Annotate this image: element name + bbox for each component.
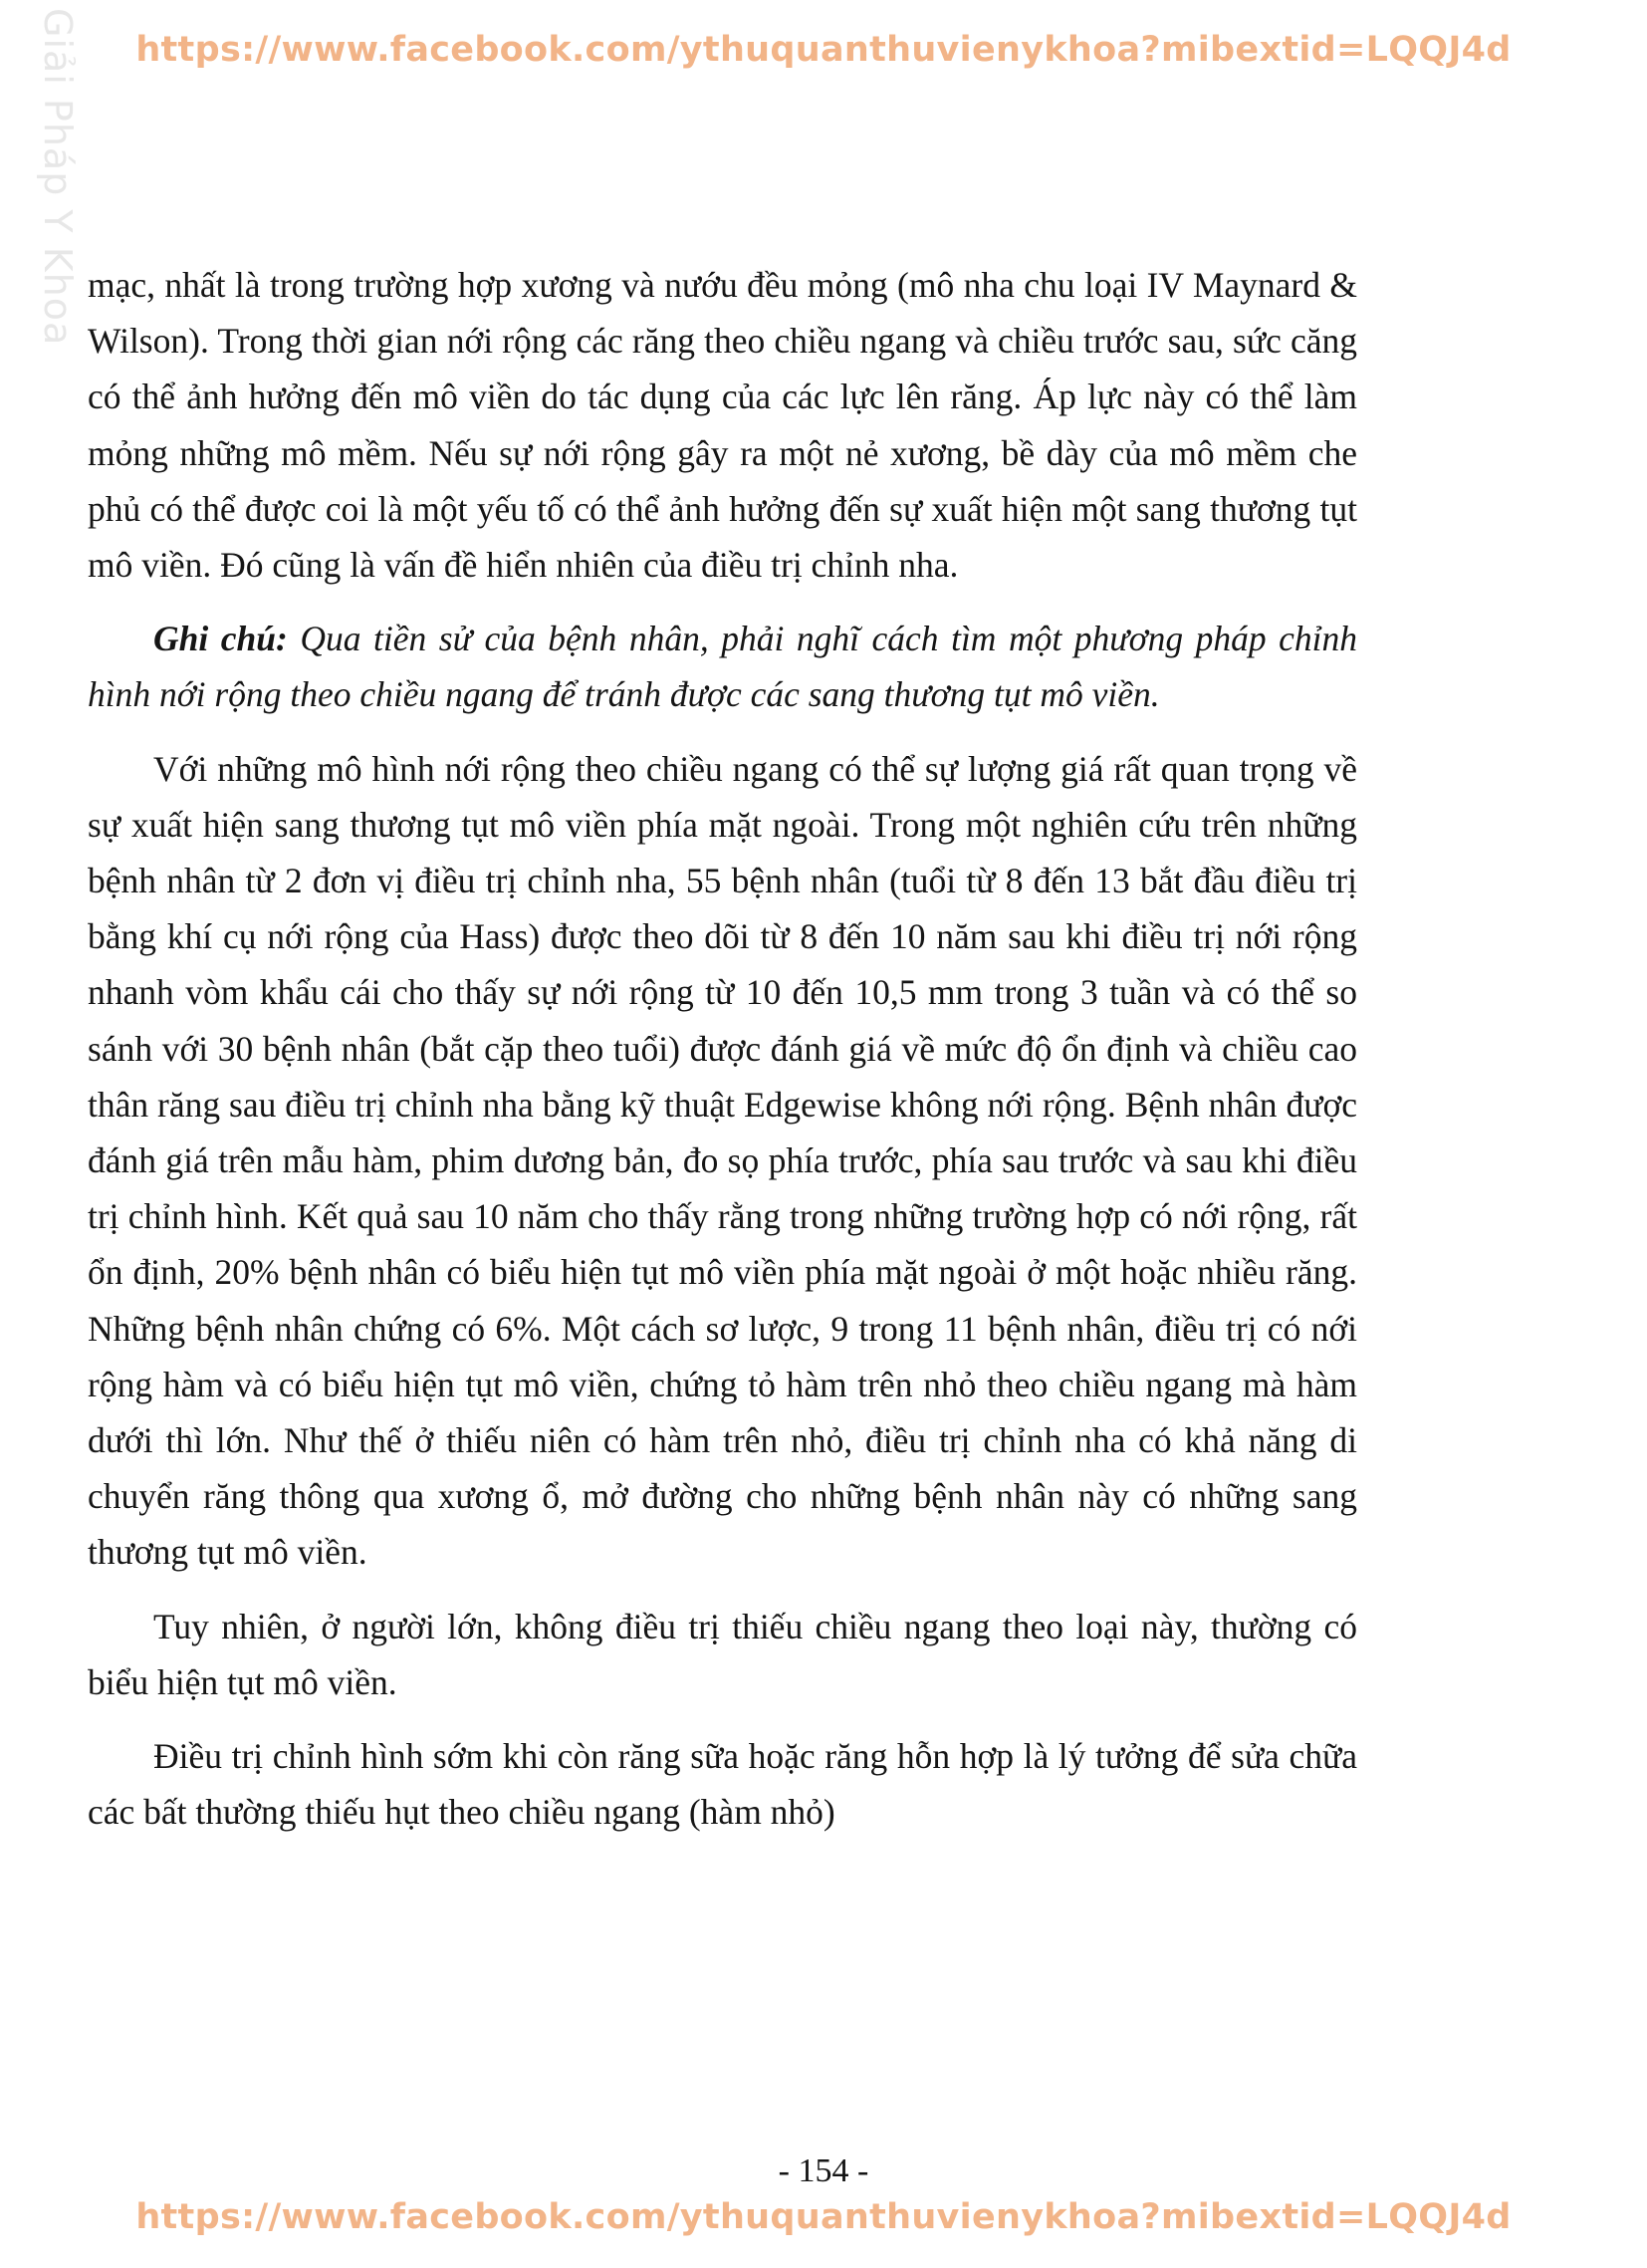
paragraph-3: Tuy nhiên, ở người lớn, không điều trị thiếu chiều ngang theo loại này, thường có biểu hiện tụt mô viền. [88, 1606, 1357, 1702]
page-number: - 154 - [778, 2152, 869, 2189]
side-watermark [32, 8, 80, 347]
watermark-url-bottom: https://www.facebook.com/ythuquanthuvienykhoa?mibextid=LQQJ4d [135, 2197, 1512, 2237]
note-label: Ghi chú: [153, 619, 288, 659]
paragraph-1: mạc, nhất là trong trường hợp xương và nướu đều mỏng (mô nha chu loại IV Maynard & Wilson). Trong thời gian nới rộng các răng theo chiều ngang và chiều trước sau, sức căng có thể ảnh hưởng đến mô viền do tác dụng của các lực lên răng. Áp lực này có thể làm mỏng những mô mềm. Nếu sự nới rộng gây ra một nẻ xương, bề dày của mô mềm che phủ có thể được coi là một yếu tố có thể ảnh hưởng đến sự xuất hiện một sang thương tụt mô viền. Đó cũng là vấn đề hiển nhiên của điều trị chỉnh nha. [88, 265, 1357, 586]
page-body [88, 257, 1357, 1840]
note-text: Qua tiền sử của bệnh nhân, phải nghĩ cách tìm một phương pháp chỉnh hình nới rộng theo chiều ngang để tránh được các sang thương tụt mô viền. [88, 619, 1357, 715]
watermark-url-top: https://www.facebook.com/ythuquanthuvienykhoa?mibextid=LQQJ4d [135, 30, 1512, 70]
paragraph-2: Với những mô hình nới rộng theo chiều ngang có thể sự lượng giá rất quan trọng về sự xuất hiện sang thương tụt mô viền phía mặt ngoài. Trong một nghiên cứu trên những bệnh nhân từ 2 đơn vị điều trị chỉnh nha, 55 bệnh nhân (tuổi từ 8 đến 13 bắt đầu điều trị bằng khí cụ nới rộng của Hass) được theo dõi từ 8 đến 10 năm sau khi điều trị nới rộng nhanh vòm khẩu cái cho thấy sự nới rộng từ 10 đến 10,5 mm trong 3 tuần và có thể so sánh với 30 bệnh nhân (bắt cặp theo tuổi) được đánh giá về mức độ ổn định và chiều cao thân răng sau điều trị chỉnh nha bằng kỹ thuật Edgewise không nới rộng. Bệnh nhân được đánh giá trên mẫu hàm, phim dương bản, đo sọ phía trước, phía sau trước và sau khi điều trị chỉnh hình. Kết quả sau 10 năm cho thấy rằng trong những trường hợp có nới rộng, rất ổn định, 20% bệnh nhân có biểu hiện tụt mô viền phía mặt ngoài ở một hoặc nhiều răng. Những bệnh nhân chứng có 6%. Một cách sơ lược, 9 trong 11 bệnh nhân, điều trị có nới rộng hàm và có biểu hiện tụt mô viền, chứng tỏ hàm trên nhỏ theo chiều ngang mà hàm dưới thì lớn. Như thế ở thiếu niên có hàm trên nhỏ, điều trị chỉnh nha có khả năng di chuyển răng thông qua xương ổ, mở đường cho những bệnh nhân này có những sang thương tụt mô viền. [88, 748, 1357, 1573]
note-paragraph [88, 611, 1357, 722]
paragraph-4: Điều trị chỉnh hình sớm khi còn răng sữa hoặc răng hỗn hợp là lý tưởng để sửa chữa các bất thường thiếu hụt theo chiều ngang (hàm nhỏ) [88, 1736, 1357, 1833]
side-watermark-text: Giải Pháp Y Khoa [36, 8, 80, 347]
